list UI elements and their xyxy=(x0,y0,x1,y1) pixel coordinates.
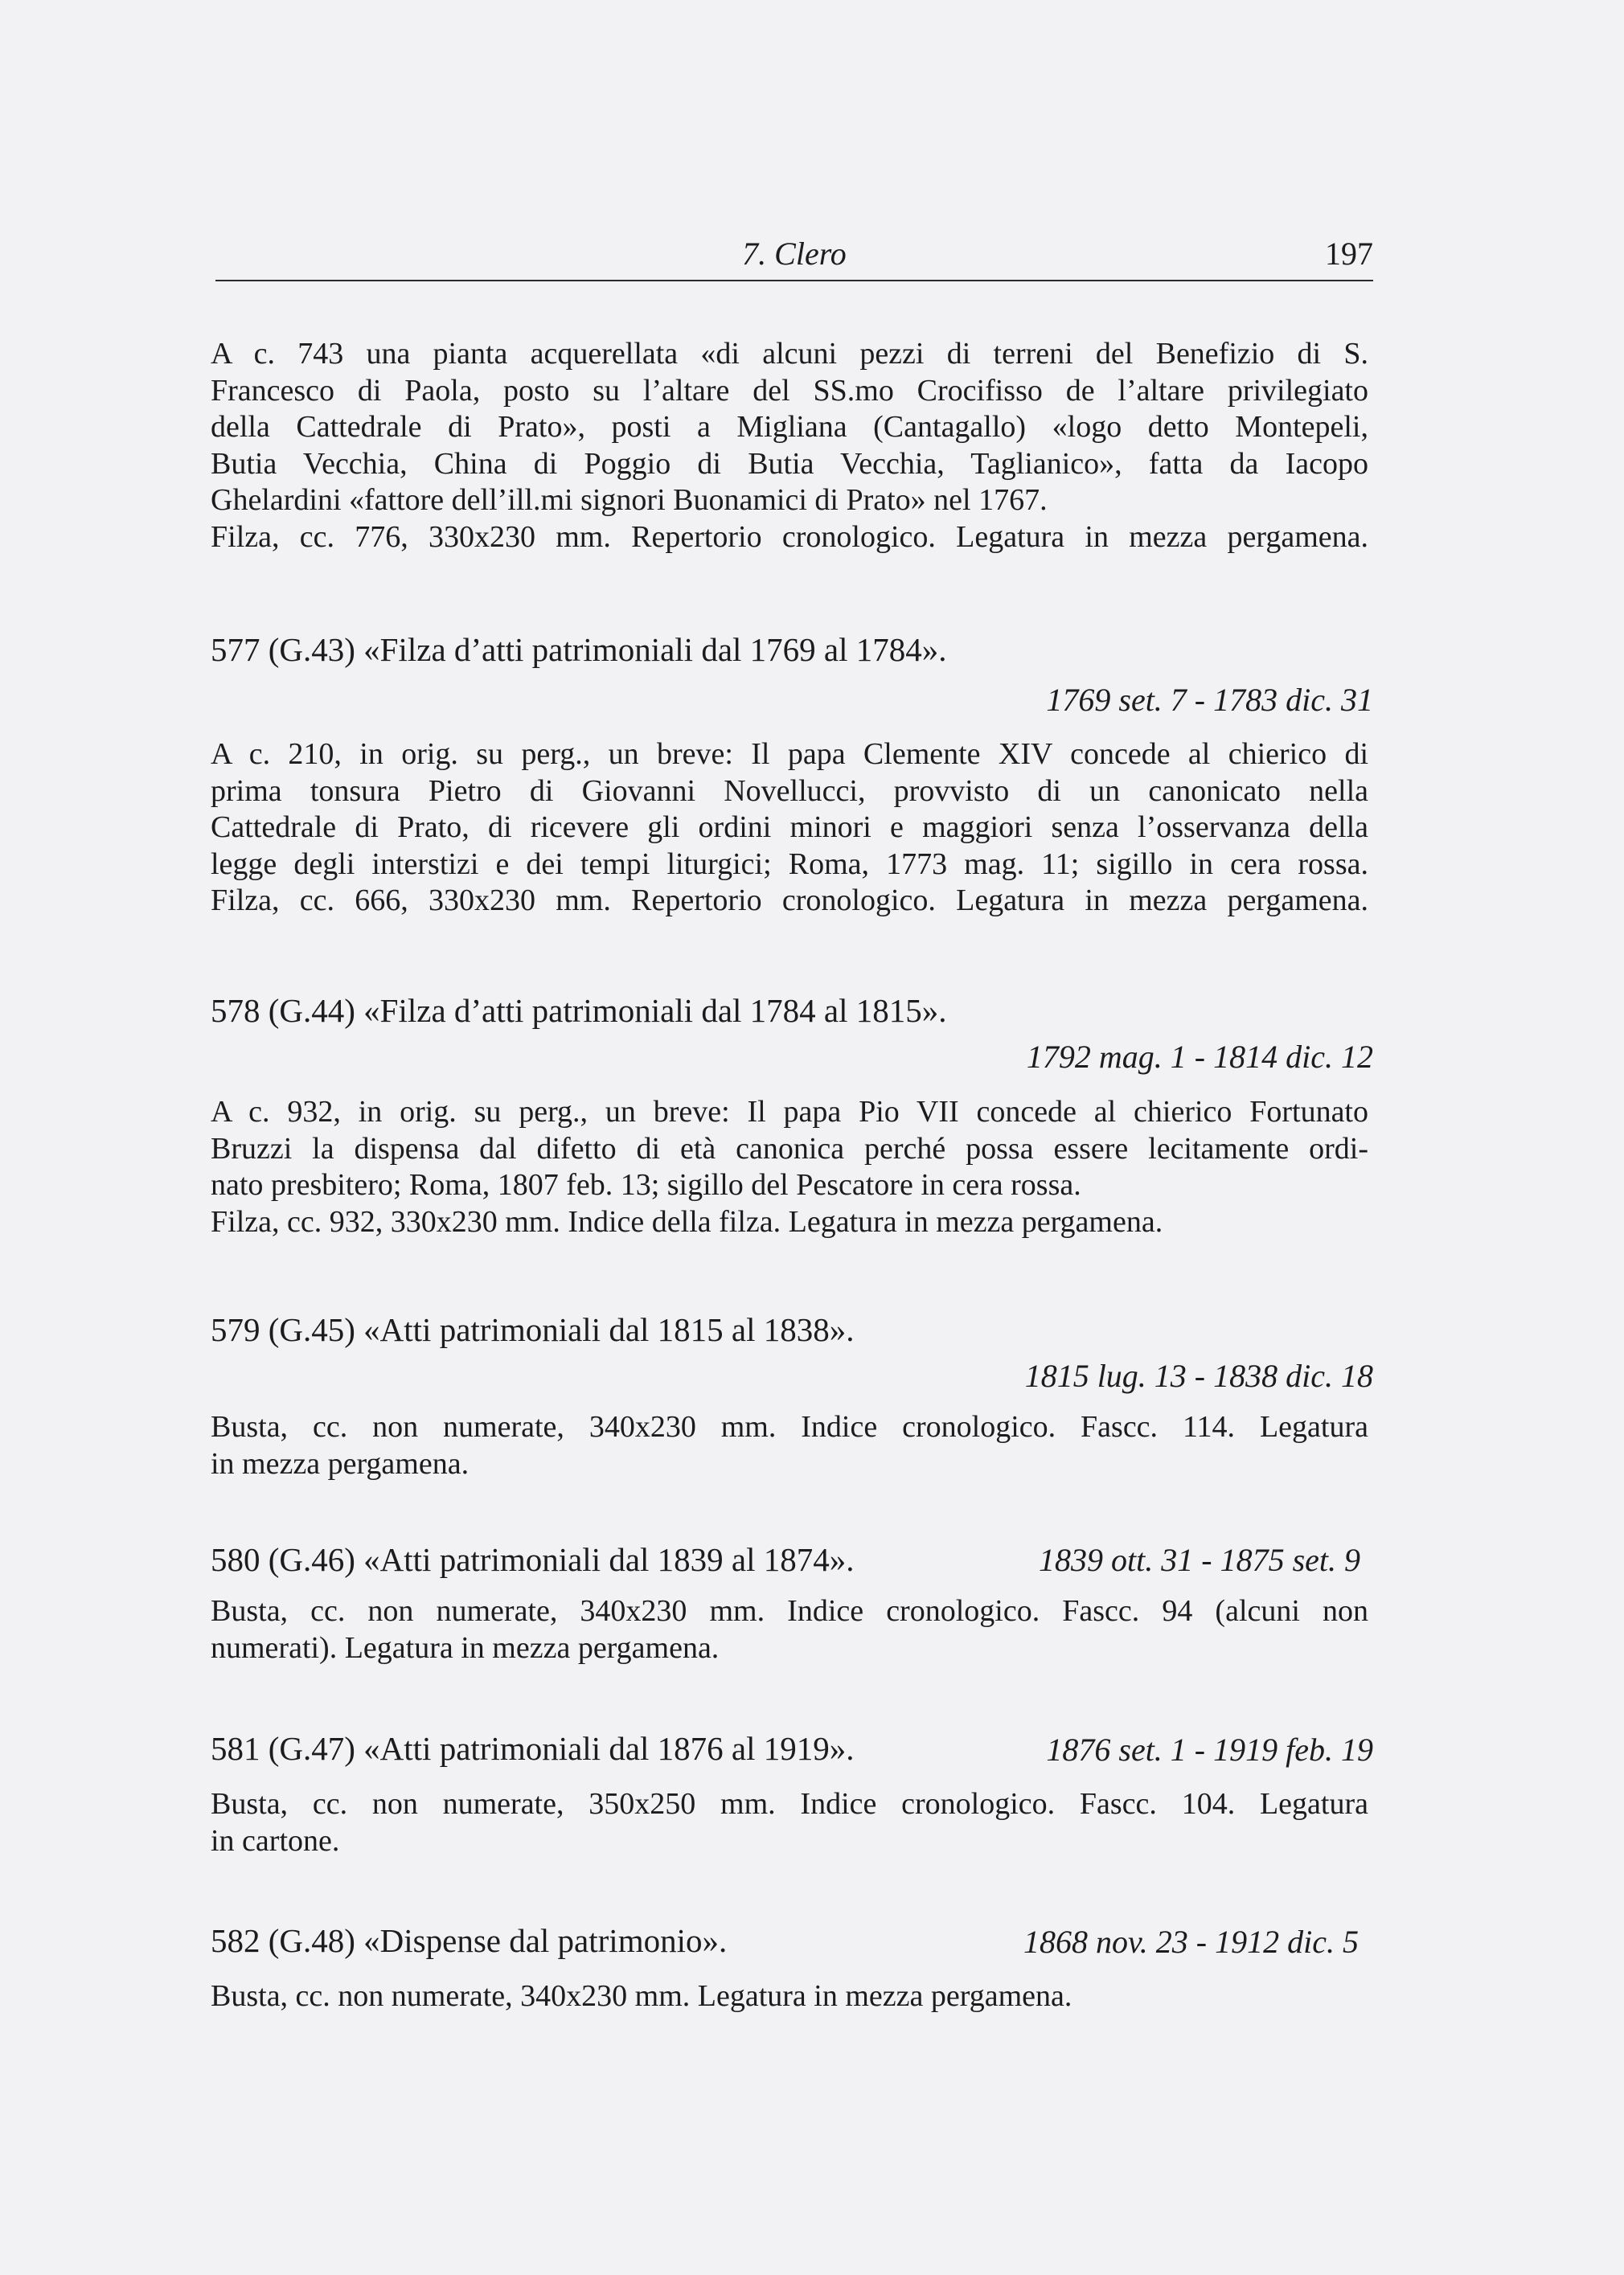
entry-title: 582 (G.48) «Dispense dal patrimonio». xyxy=(211,1922,728,1959)
text-line: A c. 210, in orig. su perg., un breve: Il papa Clemente XIV concede al chierico di xyxy=(211,737,1368,771)
entry-date: 1876 set. 1 - 1919 feb. 19 xyxy=(1046,1732,1373,1768)
text-line: Busta, cc. non numerate, 340x230 mm. Indice cronologico. Fascc. 94 (alcuni non xyxy=(211,1594,1368,1628)
text-line: A c. 932, in orig. su perg., un breve: Il papa Pio VII concede al chierico Fortunato xyxy=(211,1095,1368,1129)
intro-paragraph xyxy=(211,336,1368,555)
running-header xyxy=(215,235,1373,280)
text-line: nato presbitero; Roma, 1807 feb. 13; sigillo del Pescatore in cera rossa. xyxy=(211,1168,1081,1202)
entry-date: 1792 mag. 1 - 1814 dic. 12 xyxy=(1026,1039,1373,1075)
entry-title: 580 (G.46) «Atti patrimoniali dal 1839 al 1874». xyxy=(211,1541,855,1578)
text-line: A c. 743 una pianta acquerellata «di alcuni pezzi di terreni del Benefizio di S. xyxy=(211,337,1368,371)
text-line: Busta, cc. non numerate, 340x230 mm. Indice cronologico. Fascc. 114. Legatura xyxy=(211,1410,1368,1444)
text-line: Filza, cc. 666, 330x230 mm. Repertorio cronologico. Legatura in mezza pergamena. xyxy=(211,883,1368,917)
text-line: in mezza pergamena. xyxy=(211,1446,470,1481)
entry-title: 578 (G.44) «Filza d’atti patrimoniali dal 1784 al 1815». xyxy=(211,992,947,1029)
entry-description xyxy=(211,1094,1368,1240)
header-rule xyxy=(215,280,1373,281)
text-line: Cattedrale di Prato, di ricevere gli ordini minori e maggiori senza l’osservanza della xyxy=(211,810,1368,844)
text-line: prima tonsura Pietro di Giovanni Novellucci, provvisto di un canonicato nella xyxy=(211,773,1368,808)
text-line: Busta, cc. non numerate, 350x250 mm. Indice cronologico. Fascc. 104. Legatura xyxy=(211,1787,1368,1821)
entry-description xyxy=(211,1978,1368,2015)
text-line: della Cattedrale di Prato», posti a Migliana (Cantagallo) «logo detto Montepeli, xyxy=(211,410,1368,444)
text-line: legge degli interstizi e dei tempi liturgici; Roma, 1773 mag. 11; sigillo in cera rossa. xyxy=(211,846,1368,881)
text-line: Butia Vecchia, China di Poggio di Butia Vecchia, Taglianico», fatta da Iacopo xyxy=(211,446,1368,481)
entry-title: 579 (G.45) «Atti patrimoniali dal 1815 al 1838». xyxy=(211,1311,855,1348)
text-line: Filza, cc. 932, 330x230 mm. Indice della filza. Legatura in mezza pergamena. xyxy=(211,1204,1163,1239)
entry-title: 577 (G.43) «Filza d’atti patrimoniali dal 1769 al 1784». xyxy=(211,631,947,668)
text-line: numerati). Legatura in mezza pergamena. xyxy=(211,1630,720,1665)
entry-description xyxy=(211,1409,1368,1482)
entry-description xyxy=(211,1593,1368,1666)
text-line: Ghelardini «fattore dell’ill.mi signori Buonamici di Prato» nel 1767. xyxy=(211,483,1048,517)
text-line: Bruzzi la dispensa dal difetto di età canonica perché possa essere lecitamente ordi- xyxy=(211,1131,1368,1166)
entry-date: 1839 ott. 31 - 1875 set. 9 xyxy=(1039,1542,1360,1578)
entry-date: 1868 nov. 23 - 1912 dic. 5 xyxy=(1023,1924,1359,1960)
text-line: Filza, cc. 776, 330x230 mm. Repertorio cronologico. Legatura in mezza pergamena. xyxy=(211,519,1368,554)
entry-description xyxy=(211,1786,1368,1859)
text-line: Busta, cc. non numerate, 340x230 mm. Legatura in mezza pergamena. xyxy=(211,1979,1072,2013)
text-line: in cartone. xyxy=(211,1823,340,1858)
section-title: 7. Clero xyxy=(742,236,847,272)
entry-title: 581 (G.47) «Atti patrimoniali dal 1876 al 1919». xyxy=(211,1730,855,1767)
entry-description xyxy=(211,736,1368,920)
page-number: 197 xyxy=(1325,236,1373,272)
text-line: Francesco di Paola, posto su l’altare del SS.mo Crocifisso de l’altare privilegiato xyxy=(211,373,1368,408)
entry-date: 1815 lug. 13 - 1838 dic. 18 xyxy=(1024,1358,1373,1394)
entry-date: 1769 set. 7 - 1783 dic. 31 xyxy=(1046,682,1373,718)
